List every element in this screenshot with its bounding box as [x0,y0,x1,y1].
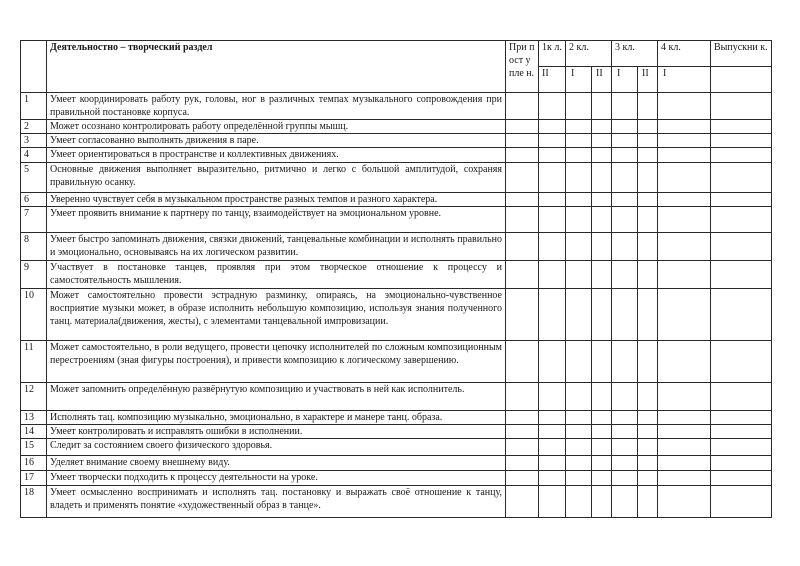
mark-grade2-i-cell[interactable] [566,289,592,341]
mark-grade3-i-cell[interactable] [612,93,638,120]
mark-grade2-ii-cell[interactable] [592,425,612,439]
mark-grade3-ii-cell[interactable] [638,163,658,193]
mark-grade4-i-cell[interactable] [658,193,711,207]
mark-grade4-i-cell[interactable] [658,134,711,148]
mark-grade1-ii-cell[interactable] [539,261,566,289]
mark-graduate-cell[interactable] [711,163,772,193]
row-number: 5 [21,163,47,193]
criterion-text: Умеет творчески подходить к процессу деятельности на уроке. [47,471,506,486]
mark-grade2-i-cell[interactable] [566,134,592,148]
mark-admission-cell[interactable] [506,93,539,120]
mark-grade3-ii-cell[interactable] [638,471,658,486]
table-row [21,439,772,456]
header-grade1: 1к л. [539,41,566,67]
mark-grade2-ii-cell[interactable] [592,456,612,471]
mark-grade1-ii-cell[interactable] [539,148,566,163]
row-number: 13 [21,411,47,425]
table-row [21,93,772,120]
mark-grade4-i-cell[interactable] [658,93,711,120]
table-row [21,486,772,518]
row-number: 14 [21,425,47,439]
mark-grade2-ii-cell[interactable] [592,163,612,193]
mark-grade2-i-cell[interactable] [566,207,592,233]
mark-grade3-ii-cell[interactable] [638,134,658,148]
mark-grade1-ii-cell[interactable] [539,163,566,193]
mark-grade2-ii-cell[interactable] [592,93,612,120]
table-row [21,134,772,148]
mark-grade2-ii-cell[interactable] [592,471,612,486]
subheader-grade3-ii: II [638,67,658,93]
mark-grade4-i-cell[interactable] [658,486,711,518]
mark-graduate-cell[interactable] [711,425,772,439]
mark-grade2-i-cell[interactable] [566,193,592,207]
mark-grade4-i-cell[interactable] [658,120,711,134]
mark-grade3-ii-cell[interactable] [638,93,658,120]
mark-grade2-i-cell[interactable] [566,163,592,193]
mark-grade2-ii-cell[interactable] [592,148,612,163]
mark-grade1-ii-cell[interactable] [539,207,566,233]
header-grade4: 4 кл. [658,41,711,67]
criterion-text: Уверенно чувствует себя в музыкальном пространстве разных темпов и разного характера. [47,193,506,207]
criterion-text: Может самостоятельно провести эстрадную разминку, опираясь, на эмоционально-чувственное восприятие музыки может, в образе исполнить небольшую композицию, используя знания полученного танц. материала(движения, жесты), с элементами танцевальной импровизации. [47,289,506,341]
row-number: 6 [21,193,47,207]
mark-admission-cell[interactable] [506,456,539,471]
mark-grade1-ii-cell[interactable] [539,233,566,261]
header-row-top [21,41,772,67]
header-graduate: Выпускни к. [711,41,772,67]
table-row [21,289,772,341]
row-number: 2 [21,120,47,134]
mark-graduate-cell[interactable] [711,207,772,233]
mark-grade3-ii-cell[interactable] [638,289,658,341]
mark-grade4-i-cell[interactable] [658,471,711,486]
table-row [21,120,772,134]
mark-grade1-ii-cell[interactable] [539,439,566,456]
mark-grade4-i-cell[interactable] [658,456,711,471]
mark-grade1-ii-cell[interactable] [539,341,566,383]
mark-graduate-cell[interactable] [711,134,772,148]
mark-grade3-i-cell[interactable] [612,486,638,518]
mark-grade2-i-cell[interactable] [566,471,592,486]
mark-grade2-ii-cell[interactable] [592,289,612,341]
subheader-graduate-blank [711,67,772,93]
table-row [21,261,772,289]
mark-graduate-cell[interactable] [711,120,772,134]
mark-admission-cell[interactable] [506,289,539,341]
criterion-text: Умеет координировать работу рук, головы, ног в различных темпах музыкального сопровождения при правильной постановке корпуса. [47,93,506,120]
row-number: 1 [21,93,47,120]
criterion-text: Может самостоятельно, в роли ведущего, провести цепочку исполнителей по сложным композиционным перестроениям (зная фигуры построения), и привести композицию к логическому завершению. [47,341,506,383]
mark-grade4-i-cell[interactable] [658,425,711,439]
mark-grade3-ii-cell[interactable] [638,233,658,261]
table-row [21,233,772,261]
mark-graduate-cell[interactable] [711,411,772,425]
mark-graduate-cell[interactable] [711,341,772,383]
mark-admission-cell[interactable] [506,261,539,289]
mark-admission-cell[interactable] [506,163,539,193]
mark-graduate-cell[interactable] [711,93,772,120]
mark-graduate-cell[interactable] [711,456,772,471]
criterion-text: Умеет осмысленно воспринимать и исполнять тац. постановку и выражать своё отношение к танцу, владеть и применять понятие «художественный образ в танце». [47,486,506,518]
criterion-text: Умеет согласованно выполнять движения в паре. [47,134,506,148]
mark-grade2-ii-cell[interactable] [592,120,612,134]
mark-graduate-cell[interactable] [711,471,772,486]
subheader-grade1-ii: II [539,67,566,93]
criterion-text: Может запомнить определённую развёрнутую композицию и участвовать в ней как исполнитель. [47,383,506,411]
mark-grade2-ii-cell[interactable] [592,134,612,148]
mark-grade3-i-cell[interactable] [612,471,638,486]
mark-graduate-cell[interactable] [711,439,772,456]
mark-grade1-ii-cell[interactable] [539,193,566,207]
mark-grade4-i-cell[interactable] [658,163,711,193]
mark-grade2-i-cell[interactable] [566,148,592,163]
mark-grade2-ii-cell[interactable] [592,383,612,411]
mark-grade2-i-cell[interactable] [566,439,592,456]
mark-grade3-i-cell[interactable] [612,383,638,411]
mark-graduate-cell[interactable] [711,233,772,261]
assessment-table [20,40,772,518]
table-row [21,456,772,471]
mark-grade3-ii-cell[interactable] [638,486,658,518]
mark-grade1-ii-cell[interactable] [539,134,566,148]
mark-admission-cell[interactable] [506,341,539,383]
mark-grade2-ii-cell[interactable] [592,439,612,456]
mark-grade2-i-cell[interactable] [566,425,592,439]
mark-admission-cell[interactable] [506,134,539,148]
mark-graduate-cell[interactable] [711,486,772,518]
mark-admission-cell[interactable] [506,383,539,411]
mark-grade2-ii-cell[interactable] [592,411,612,425]
mark-grade2-i-cell[interactable] [566,486,592,518]
mark-grade1-ii-cell[interactable] [539,383,566,411]
mark-grade3-i-cell[interactable] [612,456,638,471]
mark-grade1-ii-cell[interactable] [539,411,566,425]
row-number: 15 [21,439,47,456]
table-row [21,207,772,233]
mark-grade4-i-cell[interactable] [658,233,711,261]
mark-admission-cell[interactable] [506,233,539,261]
mark-grade3-i-cell[interactable] [612,163,638,193]
mark-grade3-i-cell[interactable] [612,207,638,233]
row-number: 10 [21,289,47,341]
mark-graduate-cell[interactable] [711,289,772,341]
mark-grade3-i-cell[interactable] [612,233,638,261]
mark-graduate-cell[interactable] [711,193,772,207]
header-grade3: 3 кл. [612,41,658,67]
section-title: Деятельностно – творческий раздел [47,41,506,93]
mark-admission-cell[interactable] [506,486,539,518]
mark-graduate-cell[interactable] [711,383,772,411]
mark-grade4-i-cell[interactable] [658,411,711,425]
mark-grade3-ii-cell[interactable] [638,425,658,439]
mark-grade2-ii-cell[interactable] [592,233,612,261]
table-row [21,193,772,207]
table-row [21,148,772,163]
criterion-text: Умеет быстро запоминать движения, связки движений, танцевальные комбинации и исполнять правильно и эмоционально, основываясь на их логическом развитии. [47,233,506,261]
row-number: 9 [21,261,47,289]
mark-grade2-i-cell[interactable] [566,341,592,383]
mark-grade4-i-cell[interactable] [658,439,711,456]
criterion-text: Участвует в постановке танцев, проявляя при этом творческое отношение к процессу и самостоятельность мышления. [47,261,506,289]
table-row [21,163,772,193]
mark-grade3-i-cell[interactable] [612,193,638,207]
mark-admission-cell[interactable] [506,439,539,456]
criterion-text: Может осознано контролировать работу определённой группы мышц. [47,120,506,134]
mark-admission-cell[interactable] [506,471,539,486]
header-grade2: 2 кл. [566,41,612,67]
mark-graduate-cell[interactable] [711,261,772,289]
mark-admission-cell[interactable] [506,148,539,163]
mark-grade3-i-cell[interactable] [612,341,638,383]
row-number: 12 [21,383,47,411]
mark-grade2-ii-cell[interactable] [592,193,612,207]
mark-grade3-ii-cell[interactable] [638,261,658,289]
mark-grade2-i-cell[interactable] [566,411,592,425]
mark-admission-cell[interactable] [506,411,539,425]
row-number: 8 [21,233,47,261]
mark-grade4-i-cell[interactable] [658,207,711,233]
subheader-grade2-i: I [566,67,592,93]
mark-grade2-ii-cell[interactable] [592,341,612,383]
mark-admission-cell[interactable] [506,207,539,233]
criterion-text: Умеет ориентироваться в пространстве и коллективных движениях. [47,148,506,163]
mark-grade4-i-cell[interactable] [658,148,711,163]
mark-grade1-ii-cell[interactable] [539,486,566,518]
row-number: 4 [21,148,47,163]
table-row [21,425,772,439]
mark-grade3-ii-cell[interactable] [638,193,658,207]
mark-grade1-ii-cell[interactable] [539,289,566,341]
table-row [21,341,772,383]
mark-grade2-i-cell[interactable] [566,233,592,261]
row-number: 17 [21,471,47,486]
mark-grade3-i-cell[interactable] [612,261,638,289]
row-number: 18 [21,486,47,518]
mark-graduate-cell[interactable] [711,148,772,163]
subheader-grade3-i: I [612,67,638,93]
criterion-text: Уделяет внимание своему внешнему виду. [47,456,506,471]
mark-grade1-ii-cell[interactable] [539,425,566,439]
criterion-text: Основные движения выполняет выразительно, ритмично и легко с большой амплитудой, сохраняя правильную осанку. [47,163,506,193]
row-number: 16 [21,456,47,471]
mark-grade3-ii-cell[interactable] [638,148,658,163]
mark-grade3-ii-cell[interactable] [638,439,658,456]
table-row [21,471,772,486]
mark-grade4-i-cell[interactable] [658,383,711,411]
row-number: 11 [21,341,47,383]
table-row [21,383,772,411]
mark-grade2-ii-cell[interactable] [592,261,612,289]
subheader-grade2-ii: II [592,67,612,93]
criterion-text: Следит за состоянием своего физического здоровья. [47,439,506,456]
mark-grade3-i-cell[interactable] [612,134,638,148]
mark-admission-cell[interactable] [506,120,539,134]
mark-admission-cell[interactable] [506,193,539,207]
mark-grade4-i-cell[interactable] [658,261,711,289]
mark-grade3-ii-cell[interactable] [638,383,658,411]
row-number: 3 [21,134,47,148]
mark-grade3-i-cell[interactable] [612,439,638,456]
mark-grade1-ii-cell[interactable] [539,456,566,471]
mark-grade2-i-cell[interactable] [566,383,592,411]
mark-grade2-i-cell[interactable] [566,120,592,134]
mark-grade2-i-cell[interactable] [566,93,592,120]
mark-grade2-ii-cell[interactable] [592,486,612,518]
row-number: 7 [21,207,47,233]
mark-grade1-ii-cell[interactable] [539,93,566,120]
mark-admission-cell[interactable] [506,425,539,439]
mark-grade3-i-cell[interactable] [612,120,638,134]
table-row [21,411,772,425]
mark-grade4-i-cell[interactable] [658,341,711,383]
mark-grade1-ii-cell[interactable] [539,120,566,134]
mark-grade3-ii-cell[interactable] [638,207,658,233]
header-number-cell [21,41,47,93]
mark-grade3-i-cell[interactable] [612,411,638,425]
criterion-text: Умеет контролировать и исправлять ошибки в исполнении. [47,425,506,439]
mark-grade3-ii-cell[interactable] [638,456,658,471]
mark-grade3-i-cell[interactable] [612,425,638,439]
mark-grade3-ii-cell[interactable] [638,341,658,383]
mark-grade2-i-cell[interactable] [566,261,592,289]
mark-grade3-ii-cell[interactable] [638,411,658,425]
mark-grade3-i-cell[interactable] [612,289,638,341]
mark-grade4-i-cell[interactable] [658,289,711,341]
criterion-text: Исполнять тац. композицию музыкально, эмоционально, в характере и манере танц. образа. [47,411,506,425]
mark-grade2-i-cell[interactable] [566,456,592,471]
header-admission: При пост упле н. [506,41,539,93]
mark-grade2-ii-cell[interactable] [592,207,612,233]
criterion-text: Умеет проявить внимание к партнеру по танцу, взаимодействует на эмоциональном уровне. [47,207,506,233]
mark-grade3-i-cell[interactable] [612,148,638,163]
mark-grade3-ii-cell[interactable] [638,120,658,134]
subheader-grade4-i: I [658,67,711,93]
mark-grade1-ii-cell[interactable] [539,471,566,486]
